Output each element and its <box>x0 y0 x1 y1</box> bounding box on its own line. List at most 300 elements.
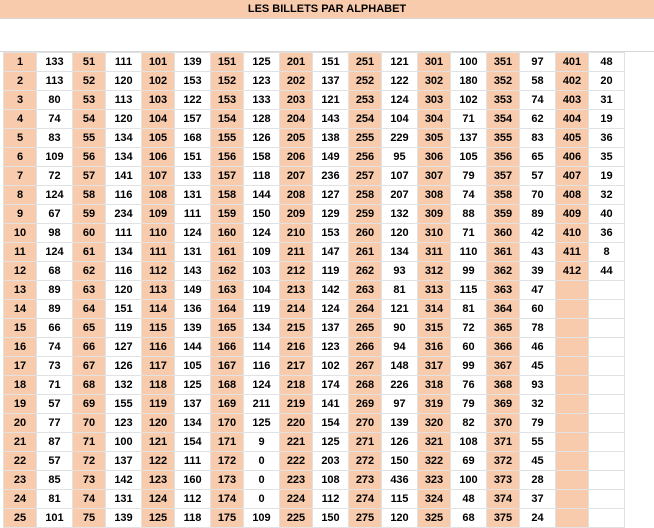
ticket-index-cell[interactable]: 16 <box>4 338 37 357</box>
ticket-count-cell[interactable]: 85 <box>37 471 73 490</box>
ticket-index-cell[interactable]: 168 <box>211 376 244 395</box>
ticket-count-cell[interactable]: 112 <box>175 490 211 509</box>
ticket-index-cell[interactable]: 375 <box>487 509 520 528</box>
ticket-index-cell[interactable] <box>556 395 589 414</box>
ticket-count-cell[interactable]: 48 <box>589 53 625 72</box>
ticket-index-cell[interactable]: 69 <box>73 395 106 414</box>
ticket-count-cell[interactable]: 118 <box>175 509 211 528</box>
ticket-index-cell[interactable]: 2 <box>4 72 37 91</box>
ticket-count-cell[interactable]: 72 <box>451 319 487 338</box>
ticket-count-cell[interactable]: 123 <box>106 414 142 433</box>
ticket-index-cell[interactable]: 251 <box>349 53 382 72</box>
ticket-index-cell[interactable]: 262 <box>349 262 382 281</box>
ticket-index-cell[interactable]: 75 <box>73 509 106 528</box>
ticket-index-cell[interactable]: 368 <box>487 376 520 395</box>
ticket-count-cell[interactable]: 97 <box>382 395 418 414</box>
ticket-index-cell[interactable] <box>556 471 589 490</box>
ticket-index-cell[interactable] <box>556 319 589 338</box>
ticket-count-cell[interactable]: 132 <box>106 376 142 395</box>
ticket-index-cell[interactable]: 116 <box>142 338 175 357</box>
ticket-index-cell[interactable]: 319 <box>418 395 451 414</box>
ticket-index-cell[interactable]: 207 <box>280 167 313 186</box>
ticket-index-cell[interactable]: 408 <box>556 186 589 205</box>
ticket-index-cell[interactable]: 256 <box>349 148 382 167</box>
ticket-index-cell[interactable]: 402 <box>556 72 589 91</box>
ticket-index-cell[interactable]: 160 <box>211 224 244 243</box>
ticket-index-cell[interactable]: 165 <box>211 319 244 338</box>
ticket-count-cell[interactable]: 203 <box>313 452 349 471</box>
ticket-index-cell[interactable]: 105 <box>142 129 175 148</box>
ticket-count-cell[interactable]: 46 <box>520 338 556 357</box>
ticket-index-cell[interactable]: 225 <box>280 509 313 528</box>
ticket-index-cell[interactable]: 110 <box>142 224 175 243</box>
ticket-count-cell[interactable]: 119 <box>313 262 349 281</box>
ticket-index-cell[interactable]: 222 <box>280 452 313 471</box>
ticket-count-cell[interactable]: 77 <box>37 414 73 433</box>
blank-row[interactable] <box>0 19 654 52</box>
ticket-index-cell[interactable]: 323 <box>418 471 451 490</box>
ticket-count-cell[interactable]: 124 <box>175 224 211 243</box>
ticket-index-cell[interactable]: 124 <box>142 490 175 509</box>
ticket-count-cell[interactable]: 57 <box>520 167 556 186</box>
ticket-count-cell[interactable]: 124 <box>244 224 280 243</box>
ticket-index-cell[interactable]: 61 <box>73 243 106 262</box>
ticket-index-cell[interactable]: 18 <box>4 376 37 395</box>
ticket-index-cell[interactable]: 175 <box>211 509 244 528</box>
ticket-index-cell[interactable]: 20 <box>4 414 37 433</box>
ticket-count-cell[interactable]: 81 <box>382 281 418 300</box>
ticket-count-cell[interactable]: 174 <box>313 376 349 395</box>
ticket-index-cell[interactable]: 265 <box>349 319 382 338</box>
ticket-count-cell[interactable]: 160 <box>175 471 211 490</box>
ticket-index-cell[interactable]: 67 <box>73 357 106 376</box>
ticket-count-cell[interactable]: 71 <box>37 376 73 395</box>
ticket-count-cell[interactable]: 139 <box>175 53 211 72</box>
ticket-index-cell[interactable]: 219 <box>280 395 313 414</box>
ticket-index-cell[interactable]: 52 <box>73 72 106 91</box>
ticket-index-cell[interactable]: 318 <box>418 376 451 395</box>
ticket-count-cell[interactable]: 150 <box>244 205 280 224</box>
ticket-index-cell[interactable]: 364 <box>487 300 520 319</box>
ticket-index-cell[interactable]: 301 <box>418 53 451 72</box>
ticket-index-cell[interactable] <box>556 300 589 319</box>
ticket-index-cell[interactable]: 302 <box>418 72 451 91</box>
ticket-count-cell[interactable]: 9 <box>244 433 280 452</box>
ticket-index-cell[interactable]: 215 <box>280 319 313 338</box>
ticket-count-cell[interactable]: 97 <box>520 53 556 72</box>
ticket-index-cell[interactable]: 363 <box>487 281 520 300</box>
ticket-count-cell[interactable]: 20 <box>589 72 625 91</box>
ticket-index-cell[interactable]: 153 <box>211 91 244 110</box>
ticket-index-cell[interactable]: 114 <box>142 300 175 319</box>
ticket-index-cell[interactable]: 365 <box>487 319 520 338</box>
ticket-index-cell[interactable]: 3 <box>4 91 37 110</box>
ticket-index-cell[interactable]: 21 <box>4 433 37 452</box>
ticket-index-cell[interactable]: 115 <box>142 319 175 338</box>
ticket-index-cell[interactable]: 254 <box>349 110 382 129</box>
ticket-index-cell[interactable] <box>556 433 589 452</box>
ticket-count-cell[interactable]: 101 <box>37 509 73 528</box>
ticket-index-cell[interactable]: 325 <box>418 509 451 528</box>
ticket-index-cell[interactable]: 205 <box>280 129 313 148</box>
ticket-index-cell[interactable]: 64 <box>73 300 106 319</box>
ticket-index-cell[interactable]: 57 <box>73 167 106 186</box>
ticket-count-cell[interactable]: 153 <box>313 224 349 243</box>
ticket-count-cell[interactable] <box>589 319 625 338</box>
ticket-index-cell[interactable]: 360 <box>487 224 520 243</box>
ticket-index-cell[interactable]: 411 <box>556 243 589 262</box>
ticket-count-cell[interactable]: 143 <box>175 262 211 281</box>
ticket-count-cell[interactable]: 142 <box>313 281 349 300</box>
ticket-index-cell[interactable] <box>556 357 589 376</box>
ticket-count-cell[interactable]: 62 <box>520 110 556 129</box>
ticket-count-cell[interactable]: 124 <box>244 376 280 395</box>
ticket-count-cell[interactable]: 131 <box>175 186 211 205</box>
ticket-index-cell[interactable]: 273 <box>349 471 382 490</box>
ticket-index-cell[interactable]: 401 <box>556 53 589 72</box>
ticket-index-cell[interactable]: 10 <box>4 224 37 243</box>
ticket-count-cell[interactable]: 47 <box>520 281 556 300</box>
ticket-index-cell[interactable] <box>556 338 589 357</box>
ticket-count-cell[interactable]: 32 <box>589 186 625 205</box>
ticket-index-cell[interactable]: 55 <box>73 129 106 148</box>
ticket-count-cell[interactable]: 36 <box>589 224 625 243</box>
ticket-index-cell[interactable]: 315 <box>418 319 451 338</box>
ticket-count-cell[interactable]: 31 <box>589 91 625 110</box>
ticket-count-cell[interactable]: 89 <box>37 281 73 300</box>
ticket-count-cell[interactable]: 94 <box>382 338 418 357</box>
ticket-index-cell[interactable]: 24 <box>4 490 37 509</box>
ticket-count-cell[interactable]: 74 <box>520 91 556 110</box>
ticket-count-cell[interactable]: 147 <box>313 243 349 262</box>
ticket-index-cell[interactable]: 214 <box>280 300 313 319</box>
ticket-count-cell[interactable]: 154 <box>313 414 349 433</box>
ticket-count-cell[interactable]: 120 <box>382 509 418 528</box>
ticket-index-cell[interactable]: 218 <box>280 376 313 395</box>
ticket-count-cell[interactable]: 122 <box>382 72 418 91</box>
ticket-index-cell[interactable]: 70 <box>73 414 106 433</box>
ticket-index-cell[interactable]: 253 <box>349 91 382 110</box>
ticket-count-cell[interactable]: 211 <box>244 395 280 414</box>
ticket-count-cell[interactable] <box>589 376 625 395</box>
ticket-index-cell[interactable]: 217 <box>280 357 313 376</box>
ticket-count-cell[interactable]: 109 <box>37 148 73 167</box>
ticket-index-cell[interactable]: 157 <box>211 167 244 186</box>
ticket-index-cell[interactable]: 117 <box>142 357 175 376</box>
ticket-count-cell[interactable]: 93 <box>382 262 418 281</box>
ticket-count-cell[interactable] <box>589 300 625 319</box>
ticket-count-cell[interactable]: 105 <box>175 357 211 376</box>
ticket-index-cell[interactable]: 210 <box>280 224 313 243</box>
ticket-count-cell[interactable]: 74 <box>37 110 73 129</box>
ticket-count-cell[interactable]: 116 <box>106 186 142 205</box>
ticket-index-cell[interactable]: 309 <box>418 205 451 224</box>
ticket-count-cell[interactable]: 134 <box>382 243 418 262</box>
ticket-index-cell[interactable]: 13 <box>4 281 37 300</box>
ticket-index-cell[interactable]: 260 <box>349 224 382 243</box>
ticket-index-cell[interactable]: 23 <box>4 471 37 490</box>
ticket-index-cell[interactable]: 264 <box>349 300 382 319</box>
ticket-count-cell[interactable]: 229 <box>382 129 418 148</box>
ticket-count-cell[interactable]: 90 <box>382 319 418 338</box>
ticket-count-cell[interactable]: 83 <box>37 129 73 148</box>
ticket-index-cell[interactable]: 4 <box>4 110 37 129</box>
ticket-count-cell[interactable] <box>589 395 625 414</box>
ticket-count-cell[interactable]: 57 <box>37 395 73 414</box>
ticket-count-cell[interactable]: 48 <box>451 490 487 509</box>
ticket-index-cell[interactable]: 354 <box>487 110 520 129</box>
ticket-index-cell[interactable]: 122 <box>142 452 175 471</box>
ticket-count-cell[interactable]: 109 <box>244 243 280 262</box>
ticket-count-cell[interactable]: 116 <box>106 262 142 281</box>
ticket-count-cell[interactable] <box>589 414 625 433</box>
ticket-index-cell[interactable]: 71 <box>73 433 106 452</box>
ticket-count-cell[interactable]: 88 <box>451 205 487 224</box>
ticket-count-cell[interactable]: 111 <box>175 452 211 471</box>
ticket-count-cell[interactable] <box>589 357 625 376</box>
ticket-count-cell[interactable]: 144 <box>175 338 211 357</box>
ticket-index-cell[interactable]: 303 <box>418 91 451 110</box>
ticket-index-cell[interactable]: 103 <box>142 91 175 110</box>
ticket-index-cell[interactable]: 374 <box>487 490 520 509</box>
ticket-index-cell[interactable]: 206 <box>280 148 313 167</box>
ticket-index-cell[interactable]: 51 <box>73 53 106 72</box>
ticket-count-cell[interactable]: 123 <box>313 338 349 357</box>
ticket-index-cell[interactable]: 203 <box>280 91 313 110</box>
ticket-index-cell[interactable]: 107 <box>142 167 175 186</box>
ticket-index-cell[interactable]: 73 <box>73 471 106 490</box>
ticket-index-cell[interactable]: 58 <box>73 186 106 205</box>
ticket-count-cell[interactable]: 44 <box>589 262 625 281</box>
ticket-index-cell[interactable]: 321 <box>418 433 451 452</box>
ticket-count-cell[interactable]: 138 <box>313 129 349 148</box>
ticket-index-cell[interactable]: 11 <box>4 243 37 262</box>
ticket-index-cell[interactable]: 255 <box>349 129 382 148</box>
ticket-index-cell[interactable]: 171 <box>211 433 244 452</box>
ticket-index-cell[interactable]: 307 <box>418 167 451 186</box>
ticket-count-cell[interactable]: 124 <box>37 186 73 205</box>
ticket-index-cell[interactable]: 25 <box>4 509 37 528</box>
ticket-count-cell[interactable]: 43 <box>520 243 556 262</box>
ticket-count-cell[interactable]: 70 <box>520 186 556 205</box>
ticket-index-cell[interactable]: 113 <box>142 281 175 300</box>
ticket-index-cell[interactable]: 111 <box>142 243 175 262</box>
ticket-count-cell[interactable]: 139 <box>106 509 142 528</box>
ticket-count-cell[interactable]: 121 <box>382 300 418 319</box>
ticket-index-cell[interactable]: 259 <box>349 205 382 224</box>
ticket-index-cell[interactable]: 17 <box>4 357 37 376</box>
ticket-count-cell[interactable]: 105 <box>451 148 487 167</box>
ticket-index-cell[interactable]: 15 <box>4 319 37 338</box>
ticket-index-cell[interactable]: 369 <box>487 395 520 414</box>
ticket-index-cell[interactable]: 101 <box>142 53 175 72</box>
ticket-index-cell[interactable]: 373 <box>487 471 520 490</box>
ticket-count-cell[interactable]: 157 <box>175 110 211 129</box>
ticket-count-cell[interactable]: 150 <box>313 509 349 528</box>
ticket-index-cell[interactable]: 322 <box>418 452 451 471</box>
ticket-index-cell[interactable]: 310 <box>418 224 451 243</box>
ticket-count-cell[interactable]: 36 <box>589 129 625 148</box>
ticket-index-cell[interactable]: 221 <box>280 433 313 452</box>
ticket-index-cell[interactable]: 19 <box>4 395 37 414</box>
ticket-index-cell[interactable]: 59 <box>73 205 106 224</box>
ticket-index-cell[interactable]: 154 <box>211 110 244 129</box>
ticket-count-cell[interactable]: 79 <box>520 414 556 433</box>
ticket-index-cell[interactable]: 407 <box>556 167 589 186</box>
ticket-index-cell[interactable]: 151 <box>211 53 244 72</box>
ticket-count-cell[interactable]: 104 <box>382 110 418 129</box>
ticket-index-cell[interactable]: 74 <box>73 490 106 509</box>
ticket-index-cell[interactable]: 56 <box>73 148 106 167</box>
ticket-index-cell[interactable]: 317 <box>418 357 451 376</box>
ticket-index-cell[interactable]: 164 <box>211 300 244 319</box>
ticket-count-cell[interactable]: 137 <box>313 72 349 91</box>
ticket-count-cell[interactable]: 66 <box>37 319 73 338</box>
ticket-index-cell[interactable]: 351 <box>487 53 520 72</box>
ticket-count-cell[interactable]: 19 <box>589 167 625 186</box>
ticket-index-cell[interactable]: 224 <box>280 490 313 509</box>
ticket-count-cell[interactable]: 93 <box>520 376 556 395</box>
ticket-count-cell[interactable]: 121 <box>382 53 418 72</box>
ticket-index-cell[interactable]: 357 <box>487 167 520 186</box>
ticket-index-cell[interactable]: 155 <box>211 129 244 148</box>
ticket-count-cell[interactable]: 127 <box>106 338 142 357</box>
ticket-index-cell[interactable]: 305 <box>418 129 451 148</box>
ticket-index-cell[interactable]: 120 <box>142 414 175 433</box>
ticket-count-cell[interactable] <box>589 452 625 471</box>
ticket-count-cell[interactable]: 122 <box>175 91 211 110</box>
ticket-count-cell[interactable]: 236 <box>313 167 349 186</box>
ticket-index-cell[interactable]: 62 <box>73 262 106 281</box>
ticket-count-cell[interactable]: 127 <box>313 186 349 205</box>
ticket-count-cell[interactable]: 81 <box>37 490 73 509</box>
ticket-index-cell[interactable]: 359 <box>487 205 520 224</box>
ticket-index-cell[interactable]: 274 <box>349 490 382 509</box>
ticket-index-cell[interactable]: 316 <box>418 338 451 357</box>
ticket-index-cell[interactable]: 208 <box>280 186 313 205</box>
ticket-count-cell[interactable]: 68 <box>37 262 73 281</box>
ticket-count-cell[interactable]: 150 <box>382 452 418 471</box>
ticket-count-cell[interactable]: 40 <box>589 205 625 224</box>
ticket-count-cell[interactable]: 58 <box>520 72 556 91</box>
ticket-index-cell[interactable]: 404 <box>556 110 589 129</box>
ticket-index-cell[interactable]: 1 <box>4 53 37 72</box>
ticket-count-cell[interactable]: 128 <box>244 110 280 129</box>
ticket-index-cell[interactable]: 156 <box>211 148 244 167</box>
ticket-count-cell[interactable]: 113 <box>106 91 142 110</box>
ticket-count-cell[interactable]: 168 <box>175 129 211 148</box>
ticket-count-cell[interactable]: 120 <box>106 281 142 300</box>
ticket-count-cell[interactable]: 126 <box>244 129 280 148</box>
ticket-index-cell[interactable]: 106 <box>142 148 175 167</box>
ticket-index-cell[interactable]: 204 <box>280 110 313 129</box>
ticket-count-cell[interactable]: 32 <box>520 395 556 414</box>
ticket-count-cell[interactable]: 133 <box>244 91 280 110</box>
ticket-index-cell[interactable]: 125 <box>142 509 175 528</box>
ticket-index-cell[interactable]: 252 <box>349 72 382 91</box>
ticket-count-cell[interactable]: 180 <box>451 72 487 91</box>
ticket-index-cell[interactable]: 53 <box>73 91 106 110</box>
ticket-count-cell[interactable]: 69 <box>451 452 487 471</box>
ticket-count-cell[interactable]: 98 <box>37 224 73 243</box>
ticket-count-cell[interactable]: 149 <box>313 148 349 167</box>
ticket-index-cell[interactable]: 109 <box>142 205 175 224</box>
ticket-index-cell[interactable]: 104 <box>142 110 175 129</box>
ticket-count-cell[interactable]: 125 <box>244 53 280 72</box>
ticket-index-cell[interactable]: 257 <box>349 167 382 186</box>
ticket-index-cell[interactable]: 362 <box>487 262 520 281</box>
ticket-index-cell[interactable]: 405 <box>556 129 589 148</box>
ticket-index-cell[interactable]: 263 <box>349 281 382 300</box>
ticket-index-cell[interactable]: 6 <box>4 148 37 167</box>
ticket-count-cell[interactable]: 100 <box>451 53 487 72</box>
ticket-count-cell[interactable]: 72 <box>37 167 73 186</box>
ticket-index-cell[interactable]: 212 <box>280 262 313 281</box>
ticket-index-cell[interactable] <box>556 452 589 471</box>
ticket-count-cell[interactable]: 136 <box>175 300 211 319</box>
ticket-count-cell[interactable]: 45 <box>520 357 556 376</box>
ticket-count-cell[interactable]: 78 <box>520 319 556 338</box>
ticket-count-cell[interactable]: 137 <box>175 395 211 414</box>
ticket-count-cell[interactable] <box>589 433 625 452</box>
ticket-index-cell[interactable] <box>556 376 589 395</box>
ticket-index-cell[interactable]: 118 <box>142 376 175 395</box>
ticket-count-cell[interactable]: 102 <box>451 91 487 110</box>
ticket-count-cell[interactable]: 104 <box>244 281 280 300</box>
ticket-index-cell[interactable]: 269 <box>349 395 382 414</box>
ticket-count-cell[interactable]: 108 <box>313 471 349 490</box>
ticket-index-cell[interactable]: 202 <box>280 72 313 91</box>
ticket-count-cell[interactable]: 67 <box>37 205 73 224</box>
ticket-count-cell[interactable]: 142 <box>106 471 142 490</box>
ticket-index-cell[interactable]: 211 <box>280 243 313 262</box>
ticket-index-cell[interactable]: 112 <box>142 262 175 281</box>
ticket-index-cell[interactable]: 366 <box>487 338 520 357</box>
ticket-count-cell[interactable]: 153 <box>175 72 211 91</box>
ticket-count-cell[interactable]: 87 <box>37 433 73 452</box>
ticket-count-cell[interactable]: 60 <box>520 300 556 319</box>
ticket-count-cell[interactable]: 0 <box>244 490 280 509</box>
ticket-count-cell[interactable] <box>589 471 625 490</box>
ticket-count-cell[interactable]: 132 <box>382 205 418 224</box>
ticket-index-cell[interactable]: 68 <box>73 376 106 395</box>
ticket-index-cell[interactable]: 267 <box>349 357 382 376</box>
ticket-index-cell[interactable]: 174 <box>211 490 244 509</box>
ticket-count-cell[interactable]: 99 <box>451 262 487 281</box>
ticket-count-cell[interactable]: 71 <box>451 110 487 129</box>
ticket-index-cell[interactable]: 275 <box>349 509 382 528</box>
ticket-index-cell[interactable]: 161 <box>211 243 244 262</box>
ticket-count-cell[interactable]: 134 <box>106 243 142 262</box>
ticket-count-cell[interactable]: 151 <box>106 300 142 319</box>
ticket-count-cell[interactable]: 226 <box>382 376 418 395</box>
ticket-count-cell[interactable]: 436 <box>382 471 418 490</box>
ticket-count-cell[interactable]: 151 <box>175 148 211 167</box>
ticket-count-cell[interactable]: 123 <box>244 72 280 91</box>
ticket-index-cell[interactable]: 159 <box>211 205 244 224</box>
ticket-count-cell[interactable] <box>589 338 625 357</box>
ticket-count-cell[interactable]: 155 <box>106 395 142 414</box>
ticket-index-cell[interactable]: 353 <box>487 91 520 110</box>
ticket-index-cell[interactable]: 119 <box>142 395 175 414</box>
ticket-count-cell[interactable]: 102 <box>313 357 349 376</box>
ticket-count-cell[interactable]: 207 <box>382 186 418 205</box>
ticket-index-cell[interactable]: 304 <box>418 110 451 129</box>
ticket-index-cell[interactable]: 352 <box>487 72 520 91</box>
ticket-index-cell[interactable]: 216 <box>280 338 313 357</box>
ticket-count-cell[interactable]: 125 <box>175 376 211 395</box>
ticket-index-cell[interactable]: 258 <box>349 186 382 205</box>
